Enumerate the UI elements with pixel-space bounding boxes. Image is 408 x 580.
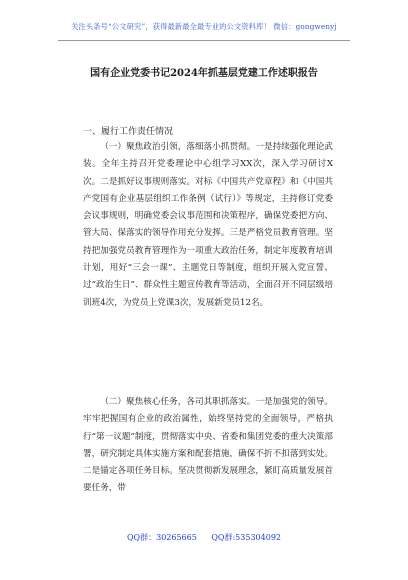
- header-banner: 关注头条号“公文研究”，获得最新最全最专业的公文资料库！ 微信：gongwenyj: [71, 22, 337, 31]
- document-title: 国有企业党委书记2024年抓基层党建工作述职报告: [90, 68, 318, 79]
- header-divider: [58, 40, 350, 41]
- footer-qq-group-2: QQ群:535304092: [211, 533, 281, 542]
- paragraph-2: （二）聚焦核心任务，各司其职抓落实。一是加强党的领导。牢牢把握国有企业的政治属性，始终坚持党的全面领导，严格执行“第一议题”制度，贯彻落实中央、省委和集团党委的重大决策部署，研究制定具体实施方案和配套措施，确保不折不扣落到实处。二是锚定各项任务目标。坚决贯彻新发展理念，紧盯高质量发展首要任务，带: [83, 397, 333, 494]
- paragraph-1: （一）聚焦政治引领，落细落小抓贯彻。一是持续强化理论武装。全年主持召开党委理论中心组学习XX次，深入学习研讨X次。二是抓好议事规则落实。对标《中国共产党章程》和《中国共产党国有企业基层组织工作条例（试行）》等规定，主持修订党委会议事规则，明确党委会议事范围和决策程序，确保党委把方向、管大局、保落实的领导作用充分发挥。三是严格党员教育管理。坚持把加强党员教育管理作为一项重大政治任务，制定年度教育培训计划，用好“三会一课”、主题党日等制度，组织开展入党宣誓、过“政治生日”、群众性主题宣传教育等活动，全面召开不同层级培训班4次，为党员上党课3次，发展新党员12名。: [83, 142, 333, 308]
- footer-qq-group-1: QQ群：30265665: [126, 533, 197, 542]
- section-heading: 一、履行工作责任情况: [83, 127, 174, 137]
- footer-contacts: [0, 532, 408, 543]
